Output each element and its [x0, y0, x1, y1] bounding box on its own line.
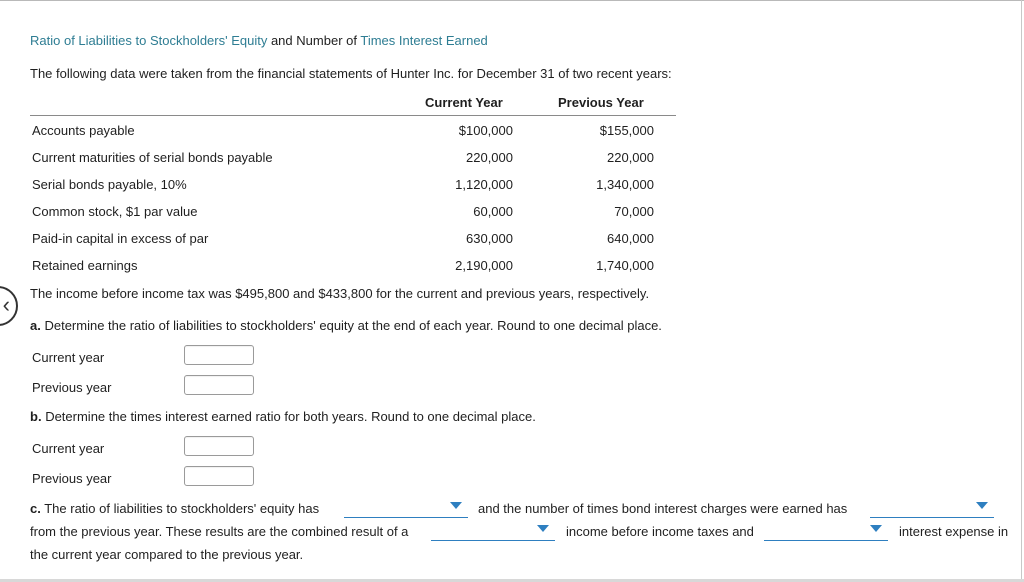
question-c-line1 — [30, 501, 319, 516]
frame-right-border — [1021, 0, 1022, 582]
table-row — [30, 143, 676, 170]
row-label: Paid-in capital in excess of par — [32, 231, 209, 246]
question-c-letter: c. — [30, 501, 41, 516]
row-previous-value: $155,000 — [599, 123, 654, 138]
page-title — [30, 33, 488, 48]
row-label: Common stock, $1 par value — [32, 204, 198, 219]
question-c-seg3: from the previous year. These results are the combined result of a — [30, 524, 409, 539]
column-header-previous-year: Previous Year — [558, 95, 644, 110]
row-label: Serial bonds payable, 10% — [32, 177, 187, 192]
part-b-previous-year-input[interactable] — [184, 466, 254, 486]
table-row — [30, 224, 676, 251]
row-current-value: $100,000 — [458, 123, 513, 138]
row-label: Current maturities of serial bonds payable — [32, 150, 273, 165]
title-link-ratio[interactable]: Ratio of Liabilities to Stockholders' Equity — [30, 33, 268, 48]
table-row — [30, 170, 676, 197]
part-b-current-year-input[interactable] — [184, 436, 254, 456]
caret-down-icon — [450, 502, 462, 509]
question-a-text: Determine the ratio of liabilities to stockholders' equity at the end of each year. Round to one decimal place. — [44, 318, 662, 333]
row-current-value: 630,000 — [466, 231, 513, 246]
table-row — [30, 116, 676, 143]
column-header-current-year: Current Year — [425, 95, 503, 110]
part-a-previous-year-input[interactable] — [184, 375, 254, 395]
row-current-value: 220,000 — [466, 150, 513, 165]
question-c-seg6: the current year compared to the previous year. — [30, 547, 304, 562]
question-c-seg5: interest expense in — [899, 524, 1009, 539]
interest-expense-change-dropdown[interactable] — [764, 521, 888, 541]
part-a-previous-label: Previous year — [32, 380, 112, 395]
part-a-current-year-input[interactable] — [184, 345, 254, 365]
income-note: The income before income tax was $495,800 and $433,800 for the current and previous years, respectively. — [30, 286, 650, 301]
part-a-current-label: Current year — [32, 350, 105, 365]
title-link-times-interest[interactable]: Times Interest Earned — [360, 33, 488, 48]
question-b — [30, 409, 536, 424]
table-row — [30, 251, 676, 278]
row-previous-value: 640,000 — [607, 231, 654, 246]
previous-arrow-button[interactable] — [0, 286, 18, 326]
row-previous-value: 70,000 — [614, 204, 654, 219]
question-b-text: Determine the times interest earned ratio for both years. Round to one decimal place. — [45, 409, 536, 424]
row-previous-value: 220,000 — [607, 150, 654, 165]
ratio-change-dropdown[interactable] — [344, 498, 468, 518]
row-previous-value: 1,740,000 — [596, 258, 654, 273]
intro-text: The following data were taken from the financial statements of Hunter Inc. for December 31 of two recent years: — [30, 66, 672, 81]
question-b-letter: b. — [30, 409, 42, 424]
question-a-letter: a. — [30, 318, 41, 333]
chevron-left-icon: ‹ — [2, 292, 10, 317]
row-current-value: 60,000 — [473, 204, 513, 219]
question-a — [30, 318, 662, 333]
income-change-dropdown[interactable] — [431, 521, 555, 541]
table-row — [30, 197, 676, 224]
row-current-value: 1,120,000 — [455, 177, 513, 192]
part-b-previous-label: Previous year — [32, 471, 112, 486]
row-label: Retained earnings — [32, 258, 138, 273]
question-c-seg2: and the number of times bond interest charges were earned has — [478, 501, 848, 516]
title-number-of: Number of — [296, 33, 357, 48]
title-and: and — [270, 33, 293, 48]
caret-down-icon — [870, 525, 882, 532]
part-b-current-label: Current year — [32, 441, 105, 456]
times-earned-change-dropdown[interactable] — [870, 498, 994, 518]
question-c-seg1: The ratio of liabilities to stockholders' equity has — [44, 501, 320, 516]
question-c-seg4: income before income taxes and — [566, 524, 754, 539]
caret-down-icon — [976, 502, 988, 509]
caret-down-icon — [537, 525, 549, 532]
row-current-value: 2,190,000 — [455, 258, 513, 273]
frame-top-border — [0, 0, 1024, 1]
row-label: Accounts payable — [32, 123, 135, 138]
row-previous-value: 1,340,000 — [596, 177, 654, 192]
